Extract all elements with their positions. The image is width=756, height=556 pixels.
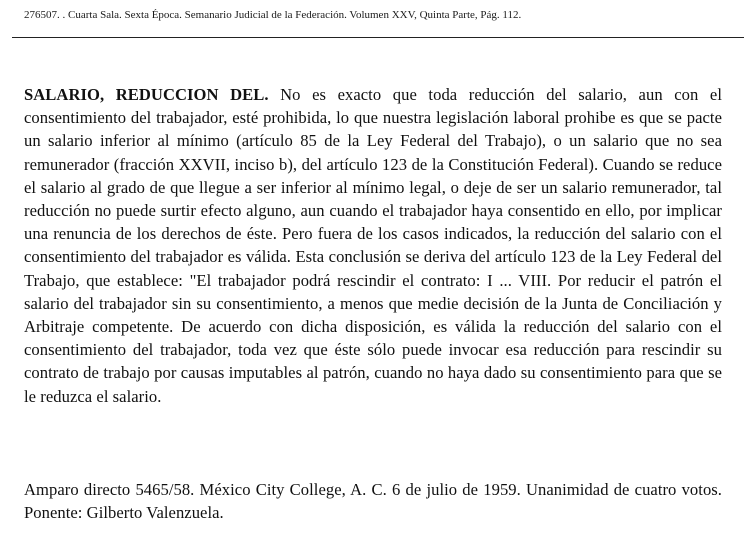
thesis-body: No es exacto que toda reducción del salario, aun con el consentimiento del trabajador, esté prohibida, lo que nuestra legislación laboral prohibe es que se pacte un salario inferior al mínimo (artículo 85 de la Ley Federal del Trabajo), o un salario que no sea remunerador (fracción XXVII, inciso b), del artículo 123 de la Constitución Federal). Cuando se reduce el salario al grado de que llegue a ser inferior al mínimo legal, o deje de ser un salario remunerador, tal reducción no puede surtir efecto alguno, aun cuando el trabajador haya consentido en ello, por implicar una renuncia de los derechos de éste. Pero fuera de los casos indicados, la reducción del salario con el consentimiento del trabajador es válida. Esta conclusión se deriva del artículo 123 de la Ley Federal del Trabajo, que establece: "El trabajador podrá rescindir el contrato: I ... VIII. Por reducir el patrón el salario del trabajador sin su consentimiento, a menos que medie decisión de la Junta de Conciliación y Arbitraje competente. De acuerdo con dicha disposición, es válida la reducción del salario con el consentimiento del trabajador, toda vez que éste sólo puede invocar esa reducción para rescindir su contrato de trabajo por causas imputables al patrón, cuando no haya dado su consentimiento para que se le reduzca el salario. [24, 85, 722, 406]
thesis-title: SALARIO, REDUCCION DEL. [24, 85, 269, 104]
source-reference: 276507. . Cuarta Sala. Sexta Época. Semanario Judicial de la Federación. Volumen XXV, Quinta Parte, Pág. 112. [24, 9, 522, 21]
thesis-paragraph [24, 83, 722, 408]
header-divider [12, 37, 744, 38]
precedent-paragraph: Amparo directo 5465/58. México City College, A. C. 6 de julio de 1959. Unanimidad de cuatro votos. Ponente: Gilberto Valenzuela. [24, 480, 722, 523]
